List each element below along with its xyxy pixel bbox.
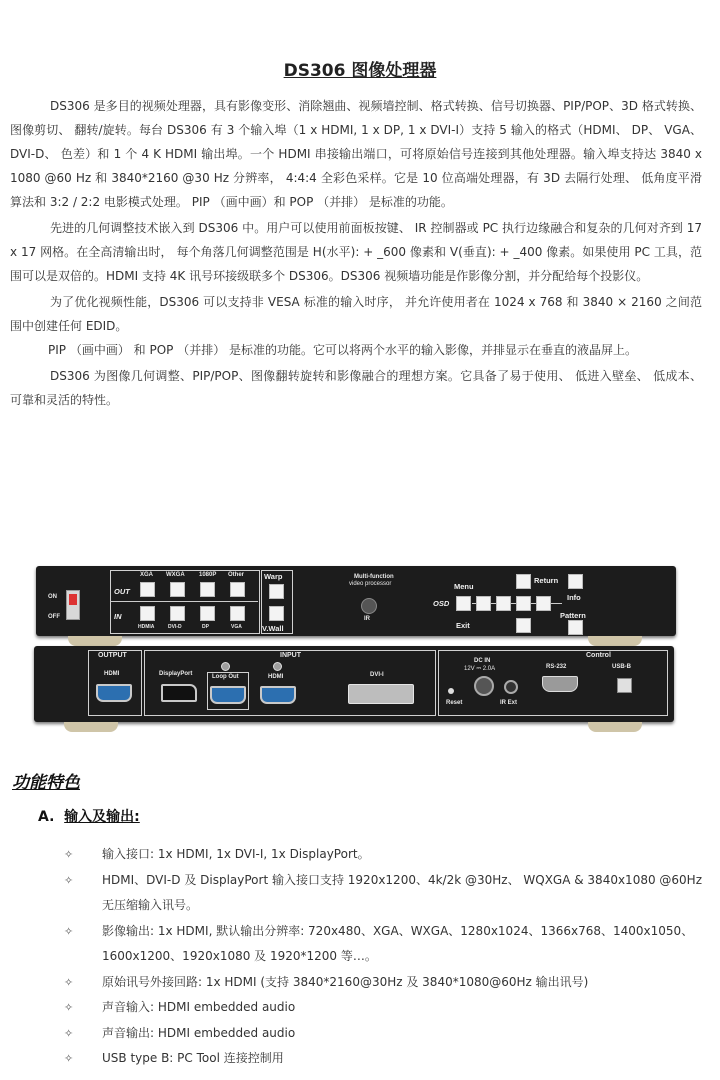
multi-function-label: Multi-function [354, 574, 394, 580]
rs232-port [542, 676, 578, 692]
button-info[interactable] [536, 596, 551, 611]
button-out-xga[interactable] [140, 582, 155, 597]
list-item: ✧ 输入接口: 1x HDMI, 1x DVI-I, 1x DisplayPort。 [64, 842, 704, 868]
button-return[interactable] [568, 574, 583, 589]
list-item: ✧ 声音输入: HDMI embedded audio [64, 995, 704, 1021]
menu-label: Menu [454, 582, 474, 591]
usb-b-label: USB-B [612, 664, 631, 670]
paragraph-2: 先进的几何调整技术嵌入到 DS306 中。用户可以使用前面板按键、 IR 控制器或 PC 执行边缘融合和复杂的几何对齐到 17 x 17 网格。在全高清输出时， 每个角落几何调整范围是 H(水平): + _600 像素和 V(垂直): + _400 像素。如果使用 PC 工具，范围可以是双倍的。HDMI 支持 4K 讯号环接级联多个 DS306。DS306 视频墙功能是作影像分割，并分配给每个投影仪。 [10, 221, 702, 283]
power-on-label: ON [48, 594, 57, 600]
paragraph-5: DS306 为图像几何调整、PIP/POP、图像翻转旋转和影像融合的理想方案。它具备了易于使用、 低进入壁垒、 低成本、 可靠和灵活的特性。 [10, 369, 702, 407]
dvi-i-port [348, 684, 414, 704]
rs232-label: RS-232 [546, 664, 567, 670]
front-panel [36, 566, 676, 636]
in-label-dp: DP [202, 624, 209, 630]
power-switch [66, 590, 80, 620]
in-label: IN [114, 612, 122, 621]
hdmi-in-port [260, 686, 296, 704]
loop-led [221, 662, 230, 671]
dc-in-port [474, 676, 494, 696]
list-item: ✧ HDMI、DVI-D 及 DisplayPort 输入接口支持 1920x1200、4k/2k @30Hz、 WQXGA & 3840x1080 @60Hz 无压缩输入讯号。 [64, 868, 704, 919]
bullet-icon: ✧ [64, 873, 74, 887]
dvi-i-label: DVI-I [370, 672, 384, 678]
usb-b-port [617, 678, 632, 693]
button-enter[interactable] [496, 596, 511, 611]
section-heading [38, 806, 140, 826]
button-in-hdmia[interactable] [140, 606, 155, 621]
front-foot-right [588, 636, 642, 646]
bullet-icon: ✧ [64, 1001, 74, 1014]
ir-label: IR [364, 616, 370, 622]
dc-in-label: DC IN [474, 658, 491, 664]
button-up[interactable] [516, 574, 531, 589]
front-foot-left [68, 636, 122, 646]
power-off-label: OFF [48, 614, 60, 620]
feature-list [64, 842, 704, 1072]
list-item: ✧ USB type B: PC Tool 连接控制用 [64, 1046, 704, 1072]
button-out-1080p[interactable] [200, 582, 215, 597]
displayport-label: DisplayPort [159, 671, 193, 677]
hdmi-in-led [273, 662, 282, 671]
out-label: OUT [114, 587, 130, 596]
osd-label: OSD [433, 599, 450, 608]
ir-ext-label: IR Ext [500, 700, 518, 706]
hdmi-out-label: HDMI [104, 671, 120, 677]
button-right[interactable] [516, 596, 531, 611]
button-pattern[interactable] [568, 620, 583, 635]
button-warp[interactable] [269, 584, 284, 599]
button-out-other[interactable] [230, 582, 245, 597]
features-heading: 功能特色 [12, 773, 80, 793]
section-letter: A. [38, 809, 55, 825]
bullet-icon: ✧ [64, 1026, 74, 1040]
paragraph-1: DS306 是多目的视频处理器，具有影像变形、消除翘曲、视频墙控制、格式转换、信号切换器、PIP/POP、3D 格式转换、 图像剪切、 翻转/旋转。每台 DS306 有 3 个输入埠（1 x HDMI, 1 x DP, 1 x DVI-I）支持 5 输入的格式（HDMI、 DP、 VGA、 DVI-D、 色差）和 1 个 4 K HDMI 输出埠。一个 HDMI 串接输出端口，可将原始信号连接到其他处理器。输入埠支持达 3840 x 1080 @60 Hz 和 3840*2160 @30 Hz 分辨率， 4:4:4 全彩色采样。它是 10 位高端处理器，有 3D 去隔行处理、 低角度平滑算法和 3:2 / 2:2 电影模式处理。 PIP （画中画）和 POP （并排） 是标准的功能。 [10, 99, 702, 209]
displayport-port [161, 684, 197, 702]
in-label-dvid: DVI-D [168, 624, 182, 630]
list-item: ✧ 原始讯号外接回路: 1x HDMI (支持 3840*2160@30Hz 及 3840*1080@60Hz 输出讯号) [64, 970, 704, 996]
paragraph-3: 为了优化视频性能，DS306 可以支持非 VESA 标准的输入时序， 并允许使用者在 1024 x 768 和 3840 × 2160 之间范围中创建任何 EDID。 [10, 295, 702, 333]
exit-label: Exit [456, 621, 470, 630]
list-item: ✧ 影像输出: 1x HDMI, 默认输出分辨率: 720x480、XGA、WXGA、1280x1024、1366x768、1400x1050、1600x1200、1920x1080 及 1920*1200 等…。 [64, 919, 704, 970]
list-item: ✧ 声音输出: HDMI embedded audio [64, 1021, 704, 1047]
bullet-icon: ✧ [64, 924, 74, 938]
reset-button [448, 688, 454, 694]
rear-panel [34, 646, 674, 722]
ir-ext-port [504, 680, 518, 694]
section-title: 输入及输出: [64, 809, 140, 825]
button-out-wxga[interactable] [170, 582, 185, 597]
ir-sensor [361, 598, 377, 614]
out-label-1080p: 1080P [199, 572, 217, 578]
warp-label: Warp [264, 572, 283, 581]
vwall-label: V.Wall [262, 624, 284, 633]
control-label: Control [586, 652, 611, 659]
bullet-icon: ✧ [64, 1052, 74, 1065]
button-in-vga[interactable] [230, 606, 245, 621]
loop-out-label: Loop Out [212, 674, 239, 680]
in-label-vga: VGA [231, 624, 242, 630]
info-label: Info [567, 593, 581, 602]
rear-foot-left [64, 722, 118, 732]
rear-foot-right [588, 722, 642, 732]
paragraph-4: PIP （画中画） 和 POP （并排） 是标准的功能。它可以将两个水平的输入影像，并排显示在垂直的液晶屏上。 [48, 343, 638, 357]
input-box [144, 650, 436, 716]
loop-out-port [210, 686, 246, 704]
out-label-other: Other [228, 572, 245, 578]
button-in-dvid[interactable] [170, 606, 185, 621]
out-label-xga: XGA [140, 572, 154, 578]
input-label: INPUT [280, 652, 301, 659]
out-label-wxga: WXGA [166, 572, 185, 578]
button-left[interactable] [476, 596, 491, 611]
output-box [88, 650, 142, 716]
pattern-label: Pattern [560, 611, 586, 620]
bullet-icon: ✧ [64, 848, 74, 861]
in-label-hdmia: HDMIA [138, 624, 155, 630]
reset-label: Reset [446, 700, 463, 706]
bullet-icon: ✧ [64, 975, 74, 989]
button-vwall[interactable] [269, 606, 284, 621]
hdmi-in-label: HDMI [268, 674, 284, 680]
return-label: Return [534, 576, 559, 585]
page-title: DS306 图像处理器 [283, 61, 437, 81]
button-menu[interactable] [456, 596, 471, 611]
dc-spec-label: 12V ⎓ 2.0A [464, 666, 496, 672]
video-processor-label: video processor [349, 581, 392, 587]
intro-text [10, 94, 702, 412]
button-down[interactable] [516, 618, 531, 633]
hdmi-out-port [96, 684, 132, 702]
output-label: OUTPUT [98, 652, 127, 659]
ds306-device-image [28, 560, 688, 750]
button-in-dp[interactable] [200, 606, 215, 621]
